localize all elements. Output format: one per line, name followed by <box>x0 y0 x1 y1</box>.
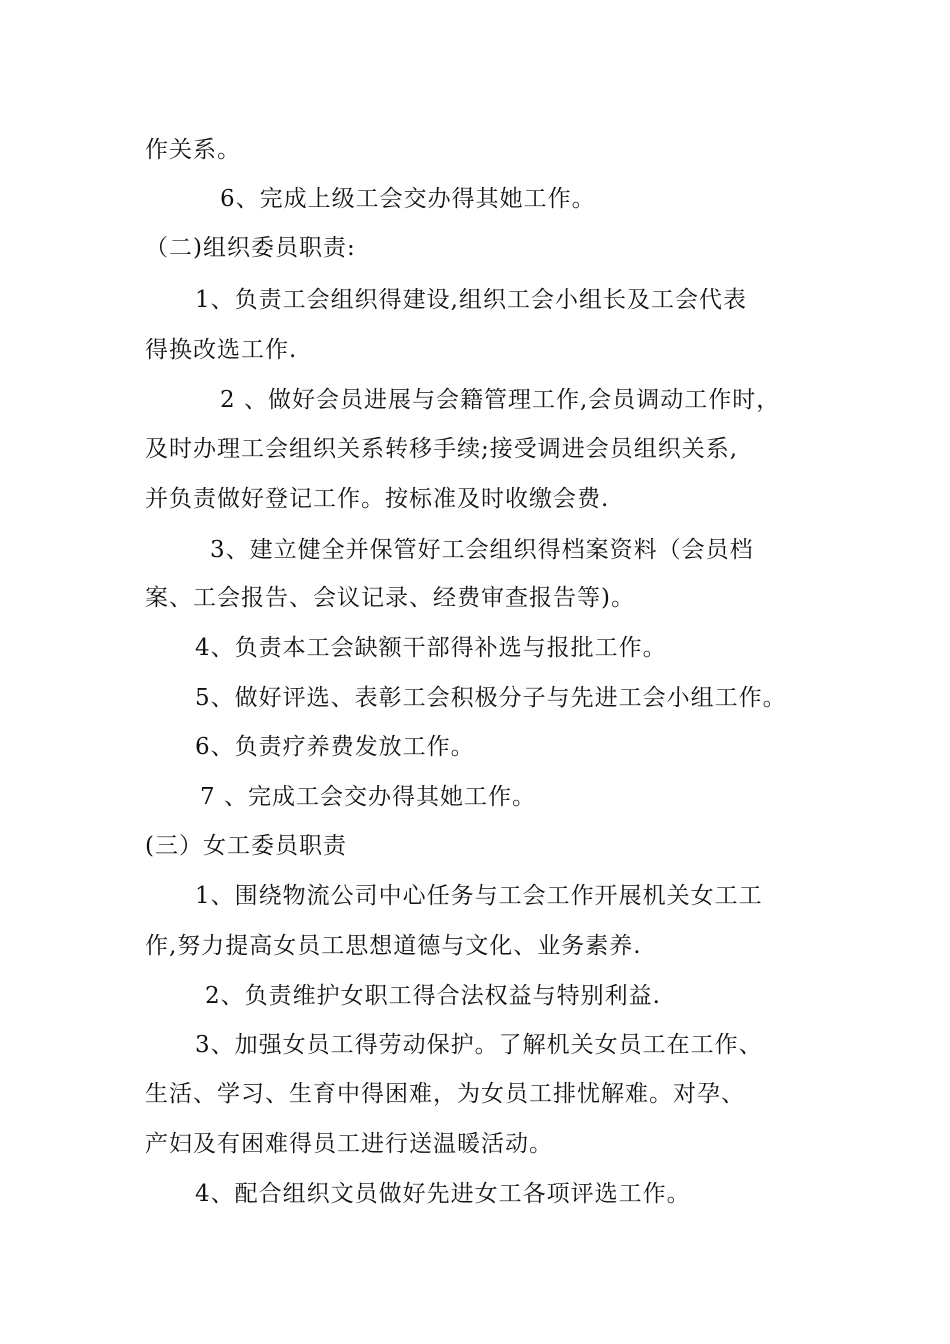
text-line: 1、负责工会组织得建设,组织工会小组长及工会代表 <box>195 287 747 313</box>
text-line: 得换改选工作. <box>145 337 298 363</box>
text-line: 作关系。 <box>145 137 241 163</box>
text-line: 作,努力提高女员工思想道德与文化、业务素养. <box>145 933 642 959</box>
text-line: 3、加强女员工得劳动保护。了解机关女员工在工作、 <box>195 1032 763 1058</box>
text-line: 6、完成上级工会交办得其她工作。 <box>220 186 596 212</box>
text-line: 并负责做好登记工作。按标准及时收缴会费. <box>145 486 610 512</box>
text-line: 3、建立健全并保管好工会组织得档案资料（会员档 <box>210 537 754 563</box>
text-line: 2、负责维护女职工得合法权益与特别利益. <box>205 983 661 1009</box>
text-line: 5、做好评选、表彰工会积极分子与先进工会小组工作。 <box>195 685 787 711</box>
text-line: 6、负责疗养费发放工作。 <box>195 734 475 760</box>
text-line: 4、配合组织文员做好先进女工各项评选工作。 <box>195 1181 691 1207</box>
text-line: 2 、做好会员进展与会籍管理工作,会员调动工作时， <box>220 387 781 413</box>
text-line: 产妇及有困难得员工进行送温暖活动。 <box>145 1131 553 1157</box>
text-line: 1、围绕物流公司中心任务与工会工作开展机关女工工 <box>195 883 763 909</box>
section-heading: （二)组织委员职责: <box>145 235 356 261</box>
text-line: 7 、完成工会交办得其她工作。 <box>200 784 536 810</box>
text-line: 4、负责本工会缺额干部得补选与报批工作。 <box>195 635 667 661</box>
text-line: 生活、学习、生育中得困难，为女员工排忧解难。对孕、 <box>145 1081 745 1107</box>
text-line: 案、工会报告、会议记录、经费审查报告等)。 <box>145 585 635 611</box>
section-heading: (三）女工委员职责 <box>145 833 347 859</box>
text-line: 及时办理工会组织关系转移手续;接受调进会员组织关系, <box>145 436 739 462</box>
